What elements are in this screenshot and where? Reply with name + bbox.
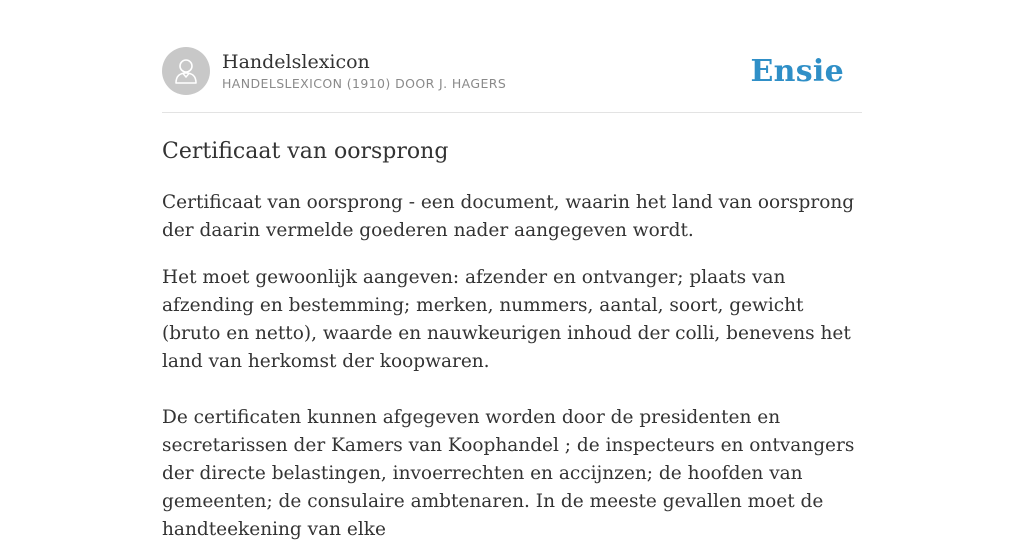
article-paragraph: Het moet gewoonlijk aangeven: afzender en ontvanger; plaats van afzending en bestemming; merken, nummers, aantal, soort, gewicht (bruto en netto), waarde en nauwkeurigen inhoud der colli, benevens het land van herkomst der koopwaren.	[162, 267, 851, 372]
source-name[interactable]: Handelslexicon	[222, 50, 370, 73]
user-silhouette-icon	[173, 57, 199, 85]
page	[162, 0, 862, 544]
source-info	[222, 50, 506, 93]
article-paragraph: Certificaat van oorsprong - een document, waarin het land van oorsprong der daarin vermelde goederen nader aangegeven wordt.	[162, 192, 855, 241]
source-subtitle[interactable]: HANDELSLEXICON (1910) DOOR J. HAGERS	[222, 75, 507, 91]
article-paragraph: De certificaten kunnen afgegeven worden door de presidenten en secretarissen der Kamers van Koophandel ; de inspecteurs en ontvangers der directe belastingen, invoerrechten en accijnzen; de hoofden van gemeenten; de consulaire ambtenaren. In de meeste gevallen moet de handteekening van elke	[162, 407, 855, 540]
header-divider	[162, 112, 862, 113]
ensie-logo[interactable]: Ensie	[750, 53, 844, 89]
article-title: Certificaat van oorsprong	[162, 139, 449, 164]
header	[162, 46, 862, 96]
avatar[interactable]	[162, 47, 210, 95]
